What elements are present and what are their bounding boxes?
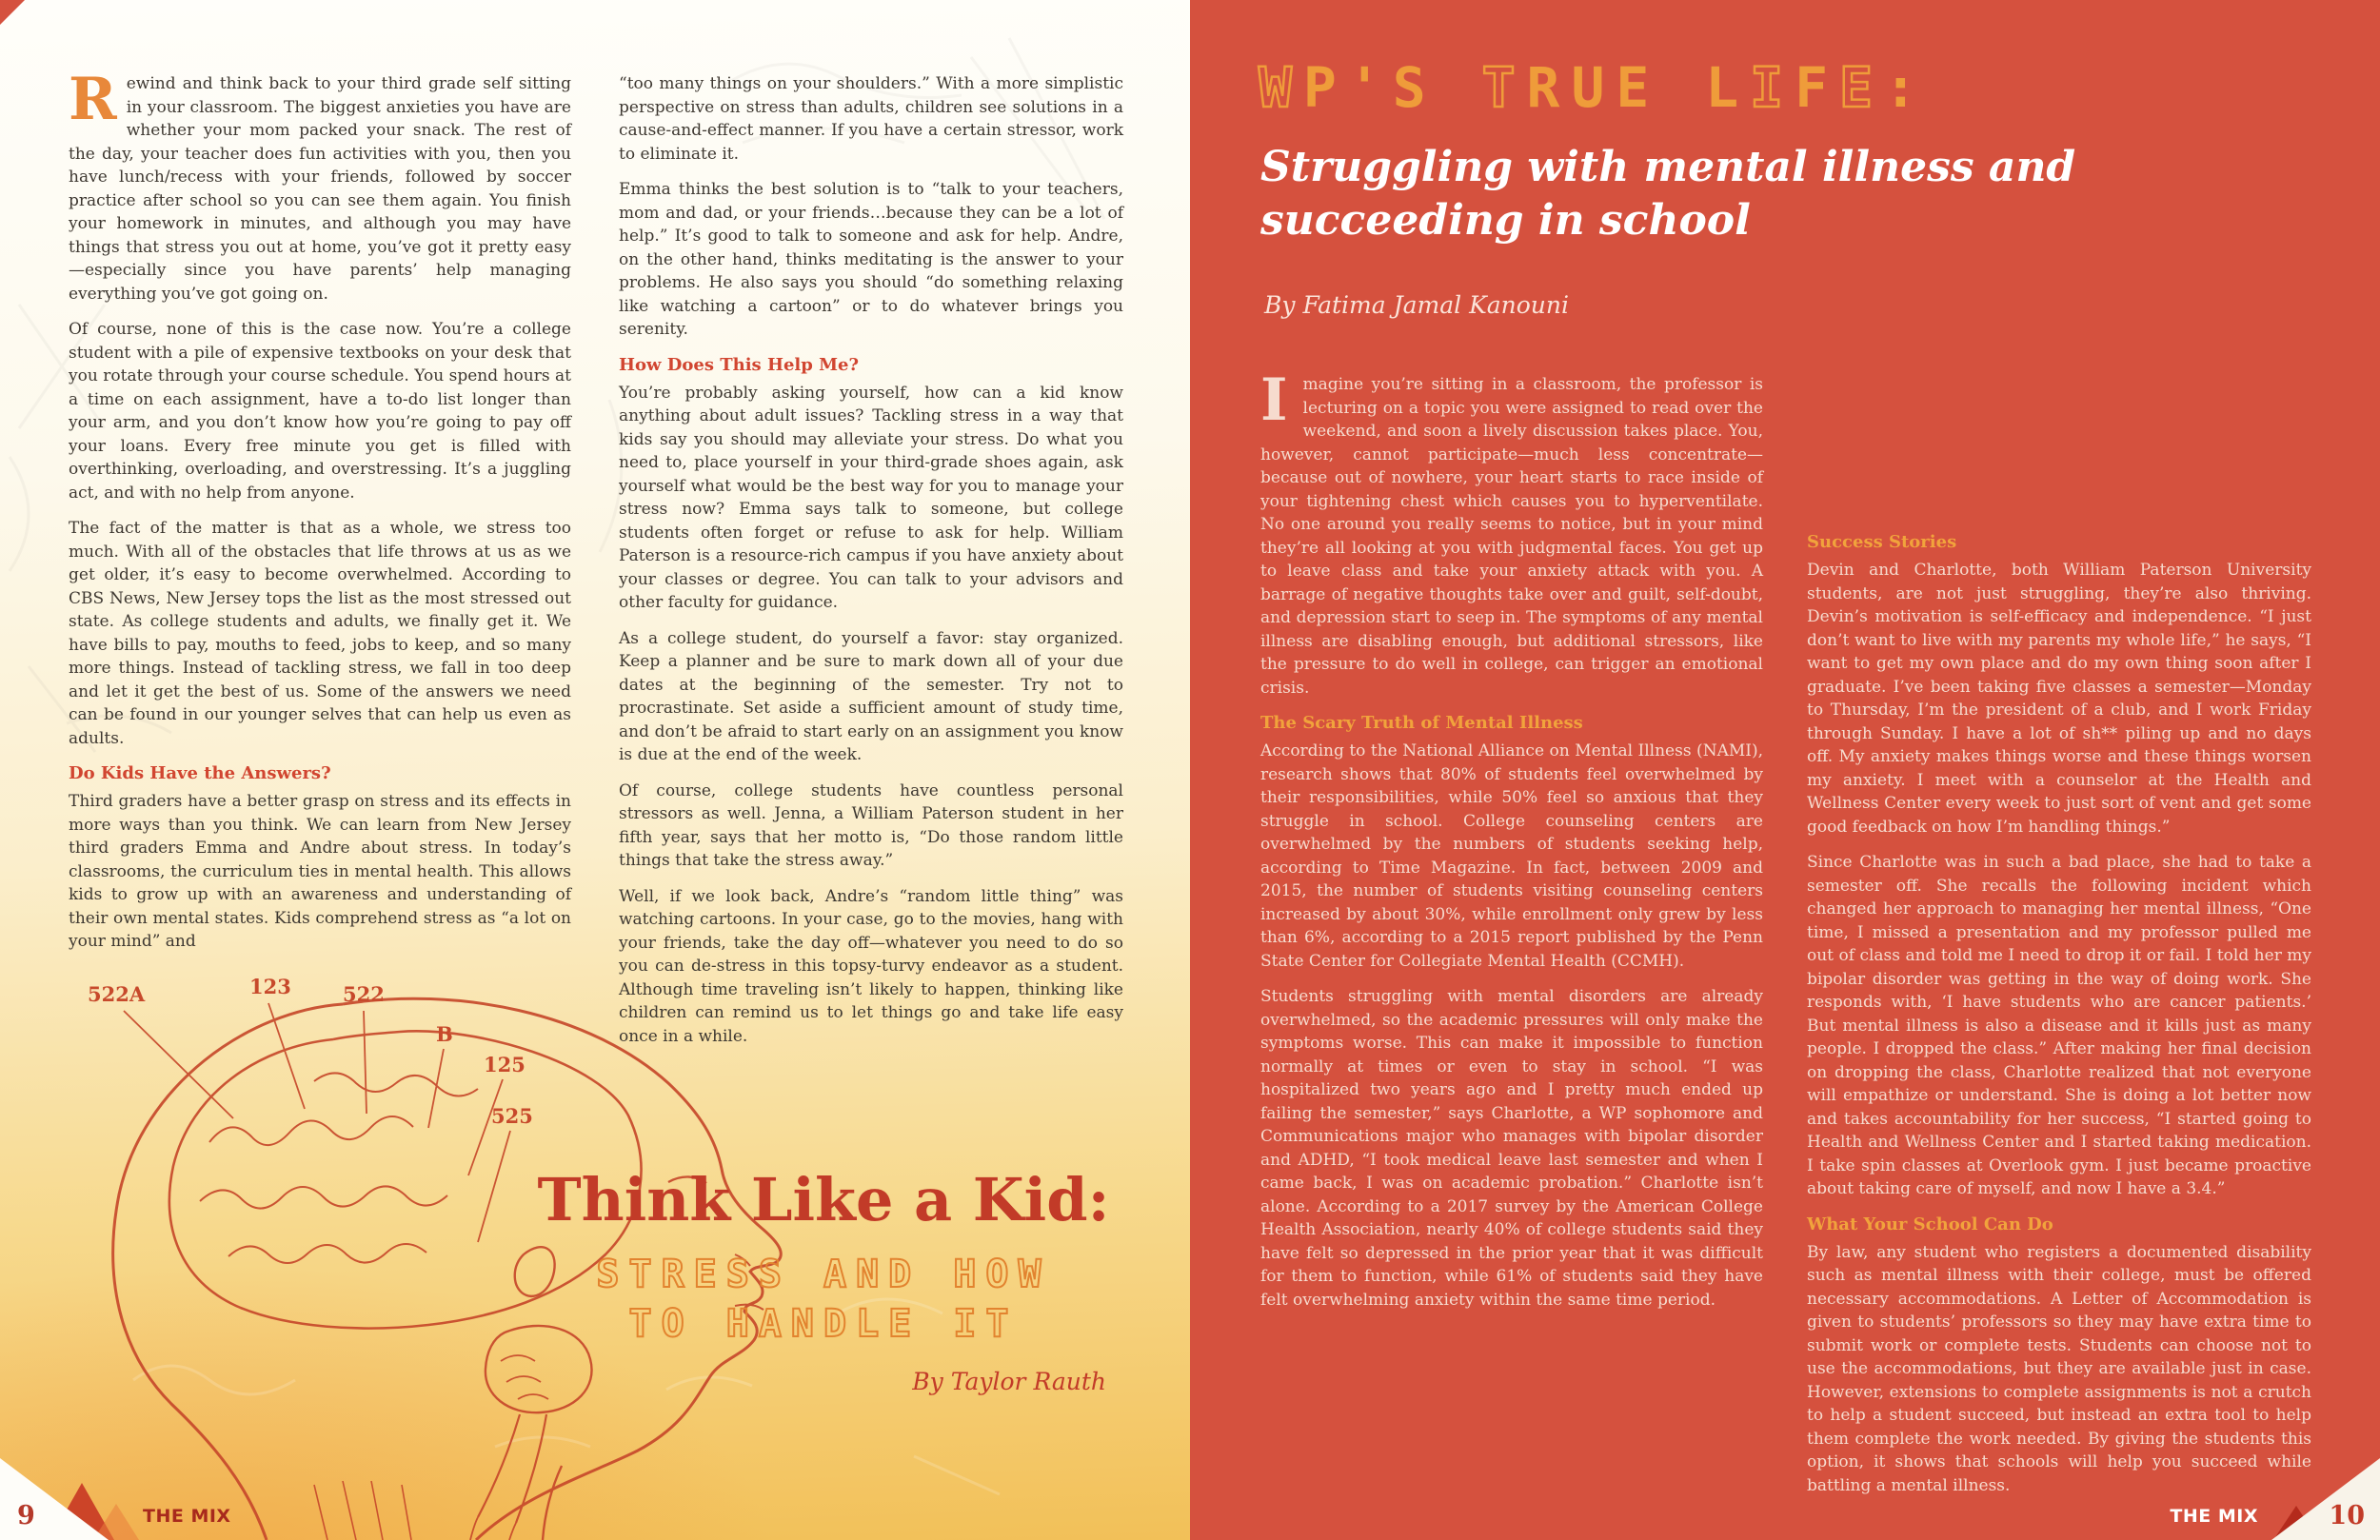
article-paragraph: Since Charlotte was in such a bad place, she had to take a semester off. She recalls the following incident which changed her approach to managing her mental illness, “One time, I missed a presentation and my professor pulled me out of class and told me I need to drop it or fail. I told her my bipolar disorder was getting in the way of doing work. She responds with, ‘I have students who are cancer patients.’ But mental illness is also a disease and it kills just as many people. I dropped the class.” After making her final decision on dropping the class, Charlotte realized that not everyone will empathize or understand. She is doing a lot better now and takes accountability for her success, “I started going to Health and Wellness Center and I started taking medication. I take spin classes at Overlook gym. I just became proactive about taking care of myself, and now I have a 3.4.” (1807, 853, 2311, 1198)
article-paragraph: By law, any student who registers a documented disability such as mental illness with their college, must be offered necessary accommodations. A Letter of Accommodation is given to students’ professors so they may have extra time to submit work or complete tests. Students can choose not to use the accommodations, but they are available just in case. However, extensions to complete assignments is not a crutch to help a student succeed, but instead an extra tool to help them complete the work needed. By giving the students this option, it shows that schools will help you succeed while battling a mental illness. (1807, 1242, 2311, 1495)
article-paragraph: “too many things on your shoulders.” With a more simplistic perspective on stress than adults, children see solutions in a cause-and-effect manner. If you have a certain stressor, work to eliminate it. (619, 74, 1123, 164)
magazine-name: THE MIX (143, 1506, 231, 1527)
drop-cap-letter: R (69, 66, 117, 133)
illustration-label: 525 (491, 1104, 533, 1128)
article-subtitle-line-2: TO HANDLE IT (628, 1302, 1019, 1347)
left-article-column-1 (69, 66, 571, 966)
article-title: Think Like a Kid: (537, 1165, 1110, 1234)
feature-byline: By Fatima Jamal Kanouni (1264, 291, 1570, 319)
illustration-label: 123 (249, 975, 291, 998)
feature-title: Struggling with mental illness and succeeding in school (1260, 143, 2076, 246)
top-left-corner-accent (0, 0, 25, 25)
article-paragraph: The fact of the matter is that as a whole, we stress too much. With all of the obstacles that life throws at us as we get older, it’s easy to become overwhelmed. According to CBS News, New Jersey tops the list as the most stressed out state. As college students and adults, we finally get it. We have bills to pay, mouths to feed, jobs to keep, and so many more things. Instead of tackling stress, we fall in too deep and let it get the best of us. Some of the answers we need can be found in our younger selves that can help us even as adults. (69, 519, 571, 748)
article-paragraph: Of course, college students have countless personal stressors as well. Jenna, a William Paterson student in her fifth year, says that her motto is, “Do those random little things that take the stress away.” (619, 780, 1123, 870)
paragraph-text: ewind and think back to your third grade self sitting in your classroom. The biggest anxieties you have are whether your mom packed your snack. The rest of the day, your teacher does fun activities with you, then you have lunch/recess with your friends, followed by soccer practice after school so you can see them again. You finish your homework in minutes, and although you may have things that stress you out at home, you’ve got it pretty easy—especially since you have parents’ help managing everything you’ve got going on. (69, 74, 571, 304)
article-paragraph: Students struggling with mental disorders are already overwhelmed, so the academic pressures will only make the symptoms worse. This can make it impossible to function normally at times or even to stay in school. “I was hospitalized two years ago and I pretty much ended up failing the semester,” says Charlotte, a WP sophomore and Communications major who manages with bipolar disorder and ADHD, “I took medical leave last semester and when I came back, I was on academic probation.” Charlotte isn’t alone. According to a 2017 survey by the American College Health Association, nearly 40% of college students said they have felt so depressed in the prior year that it was difficult for them to function, while 61% of students said they have felt overwhelming anxiety within the same time period. (1260, 987, 1763, 1310)
drop-cap-letter: I (1260, 366, 1288, 434)
article-paragraph: As a college student, do yourself a favor: stay organized. Keep a planner and be sure to mark down all of your due dates at the beginning of the semester. Try not to procrastinate. Set aside a sufficient amount of study time, and don’t be afraid to start early on an assignment you know is due at the end of the week. (619, 628, 1123, 764)
section-heading-kids-answers: Do Kids Have the Answers? (69, 763, 331, 783)
page-number: 9 (17, 1501, 35, 1530)
page-number: 10 (2329, 1501, 2365, 1530)
illustration-label: 125 (484, 1053, 526, 1076)
right-page (1190, 0, 2380, 1540)
article-paragraph (69, 66, 571, 306)
section-heading-scary-truth: The Scary Truth of Mental Illness (1260, 713, 1583, 733)
section-heading-how-help: How Does This Help Me? (619, 354, 860, 375)
section-heading-school-can-do: What Your School Can Do (1807, 1214, 2053, 1234)
article-paragraph (1260, 366, 1763, 700)
kicker-title: WP'S TRUE LIFE: (1259, 55, 1929, 120)
magazine-name: THE MIX (2170, 1506, 2258, 1527)
article-paragraph: Emma thinks the best solution is to “talk to your teachers, mom and dad, or your friends…because they can be a lot of help.” It’s good to talk to someone and ask for help. Andre, on the other hand, thinks meditating is the answer to your problems. He also says you should “do something relaxing like watching a cartoon” or to do whatever brings you serenity. (619, 180, 1123, 339)
illustration-label: 522 (343, 982, 385, 1006)
left-article-column-2 (619, 72, 1123, 1060)
article-paragraph: Third graders have a better grasp on stress and its effects in more ways than you think. We can learn from New Jersey third graders Emma and Andre about stress. In today’s classrooms, the curriculum ties in mental health. This allows kids to grow up with an awareness and understanding of their own mental states. Kids comprehend stress as “a lot on your mind” and (69, 792, 571, 951)
article-subtitle-line-1: STRESS AND HOW (596, 1253, 1051, 1297)
right-article-column-2 (1807, 523, 2311, 1510)
article-paragraph: According to the National Alliance on Mental Illness (NAMI), research shows that 80% of students feel overwhelmed by their responsibilities, while 50% feel so anxious that they struggle in school. College counseling centers are overwhelmed by the numbers of students seeking help, according to Time Magazine. In fact, between 2009 and 2015, the number of students visiting counseling centers increased by about 30%, while enrollment only grew by less than 6%, according to a 2015 report published by the Penn State Center for Collegiate Mental Health (CCMH). (1260, 741, 1763, 971)
article-title-block (514, 1165, 1133, 1396)
article-paragraph: Devin and Charlotte, both William Paterson University students, are not just struggling, they’re also thriving. Devin’s motivation is self-efficacy and independence. “I just don’t want to live with my parents my whole life,” he says, “I want to get my own place and do my own thing soon after I graduate. I’ve been taking five classes a semester—Monday to Thursday, I’m the president of a club, and I work Friday through Sunday. I have a lot of sh** piling up and no days off. My anxiety makes things worse and these things worsen my anxiety. I meet with a counselor at the Health and Wellness Center every week to just sort of vent and get some good feedback on how I’m handling things.” (1807, 561, 2311, 837)
article-paragraph: You’re probably asking yourself, how can a kid know anything about adult issues? Tackling stress in a way that kids say you should may alleviate your stress. Do what you need to, place yourself in your third-grade shoes again, ask yourself what would be the best way for you to manage your stress now? Emma says talk to someone, but college students often forget or refuse to ask for help. William Paterson is a resource-rich campus if you have anxiety about your classes or degree. You can talk to your advisors and other faculty for guidance. (619, 383, 1123, 612)
paragraph-text: magine you’re sitting in a classroom, the professor is lecturing on a topic you were assigned to read over the weekend, and soon a lively discussion takes place. You, however, cannot participate—much less concentrate—because out of nowhere, your heart starts to race inside of your tightening chest which causes you to hyperventilate. No one around you really seems to notice, but in your mind they’re all looking at you with judgmental faces. You get up to leave class and take your anxiety attack with you. A barrage of negative thoughts take over and guilt, self-doubt, and depression start to seep in. The symptoms of any mental illness are disabling enough, but additional stressors, like the pressure to do well in college, can trigger an emotional crisis. (1260, 375, 1763, 698)
illustration-label: 522A (88, 982, 146, 1006)
article-paragraph: Well, if we look back, Andre’s “random little thing” was watching cartoons. In your case, go to the movies, hang with your friends, take the day off—whatever you need to do so you can de-stress in this topsy-turvy endeavor as a student. Although time traveling isn’t likely to happen, thinking like children can remind us to let things go and take life easy once in a while. (619, 886, 1123, 1046)
article-paragraph: Of course, none of this is the case now. You’re a college student with a pile of expensive textbooks on your desk that you rotate through your course schedule. You spend hours at a time on each assignment, have a to-do list longer than your arm, and you don’t know how you’re going to pay off your loans. Every free minute you get is filled with overthinking, overloading, and overstressing. It’s a juggling act, and with no help from anyone. (69, 320, 571, 503)
article-byline: By Taylor Rauth (912, 1368, 1106, 1396)
right-article-column-1 (1260, 366, 1763, 1324)
section-heading-success-stories: Success Stories (1807, 532, 1957, 552)
illustration-label: B (436, 1022, 453, 1046)
